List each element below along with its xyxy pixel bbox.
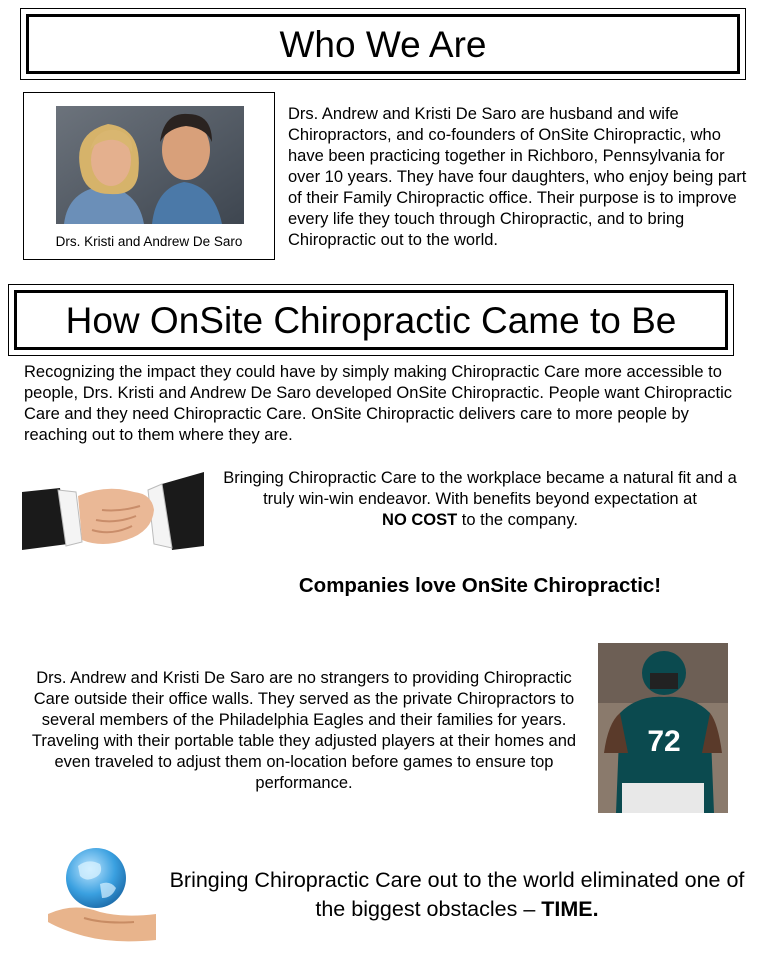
globe-icon bbox=[44, 844, 160, 946]
eagles-paragraph: Drs. Andrew and Kristi De Saro are no strangers to providing Chiropractic Care outside their office walls. They served as the private Chiropractors to several members of the Philadelphia Eagles and their families for years. Traveling with their portable table they adjusted players at their homes and even traveled to adjust them on-location before games to ensure top performance. bbox=[31, 669, 577, 792]
workplace-text: Bringing Chiropractic Care to the workplace became a natural fit and a truly win-win endeavor. With benefits beyond expectation at bbox=[223, 469, 737, 508]
how-came-to-be-title: How OnSite Chiropractic Came to Be bbox=[65, 299, 677, 341]
handshake-image bbox=[22, 470, 204, 566]
workplace-paragraph bbox=[220, 468, 740, 531]
who-we-are-banner bbox=[20, 8, 746, 80]
origin-paragraph: Recognizing the impact they could have by simply making Chiropractic Care more accessible to people, Drs. Kristi and Andrew De Saro developed OnSite Chiropractic. People want Chiropractic Care and they need Chiropractic Care. OnSite Chiropractic delivers care to more people by reaching out to them where they are. bbox=[24, 363, 733, 444]
globe-in-hand-image bbox=[44, 844, 160, 946]
companies-love-heading: Companies love OnSite Chiropractic! bbox=[298, 574, 662, 597]
bio-paragraph: Drs. Andrew and Kristi De Saro are husband and wife Chiropractors, and co-founders of OnSite Chiropractic, who have been practicing together in Richboro, Pennsylvania for over 10 years. They have four daughters, who enjoy being part of their Family Chiropractic office. Their purpose is to improve every life they touch through Chiropractic, and to bring Chiropractic out to the world. bbox=[288, 105, 747, 249]
time-text: Bringing Chiropractic Care out to the world eliminated one of the biggest obstacles – bbox=[169, 868, 745, 921]
time-paragraph bbox=[162, 866, 752, 924]
football-player-image bbox=[598, 643, 728, 813]
workplace-tail: to the company. bbox=[457, 511, 578, 529]
jersey-number: 72 bbox=[647, 725, 681, 758]
handshake-icon bbox=[22, 470, 204, 566]
time-bold: TIME. bbox=[541, 897, 599, 921]
how-came-to-be-banner-inner bbox=[14, 290, 728, 350]
how-came-to-be-banner bbox=[8, 284, 734, 356]
doctors-photo-image bbox=[56, 106, 244, 224]
doctors-photo-frame bbox=[23, 92, 275, 260]
football-player-icon bbox=[598, 643, 728, 813]
doctors-photo bbox=[56, 106, 244, 224]
who-we-are-banner-inner bbox=[26, 14, 740, 74]
who-we-are-title: Who We Are bbox=[279, 23, 487, 65]
doctors-photo-caption: Drs. Kristi and Andrew De Saro bbox=[55, 234, 243, 249]
no-cost-text: NO COST bbox=[382, 511, 458, 529]
